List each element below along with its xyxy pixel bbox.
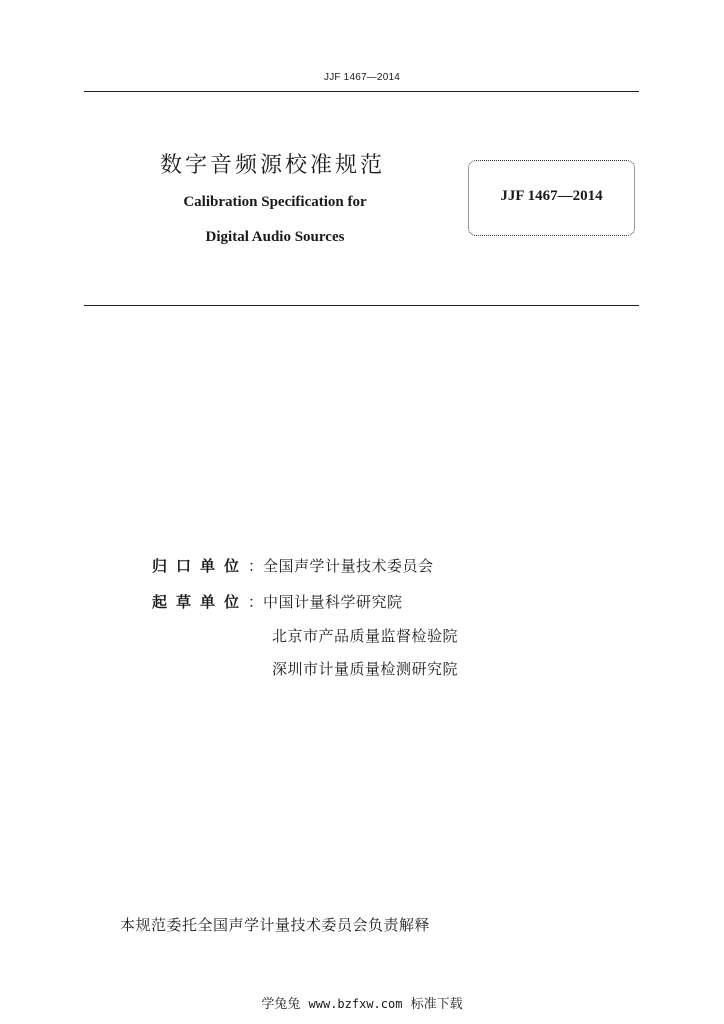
responsible-unit-colon: ： [248, 557, 264, 575]
drafting-unit-row-2 [272, 625, 458, 646]
title-english-line2: Digital Audio Sources [205, 229, 345, 245]
watermark-text: 标准下载 [410, 997, 463, 1012]
standard-code-box-text: JJF 1467—2014 [500, 188, 603, 204]
drafting-unit-value-2: 北京市产品质量监督检验院 [272, 627, 459, 645]
responsible-unit-label: 归口单位 [152, 557, 249, 575]
watermark-site-name: 学兔兔 [261, 997, 301, 1012]
drafting-unit-label: 起草单位 [152, 593, 249, 611]
title-chinese: 数字音频源校准规范 [160, 153, 386, 178]
download-watermark [0, 993, 724, 1012]
watermark-url[interactable]: www.bzfxw.com [308, 997, 403, 1011]
drafting-unit-value-3: 深圳市计量质量检测研究院 [272, 660, 459, 678]
drafting-unit-row-3 [272, 658, 458, 679]
drafting-unit-value-1: 中国计量科学研究院 [263, 593, 403, 611]
header-standard-code: JJF 1467—2014 [324, 72, 400, 83]
header-rule [84, 91, 639, 92]
title-english-line1: Calibration Specification for [183, 194, 367, 210]
interpretation-note: 本规范委托全国声学计量技术委员会负责解释 [120, 916, 431, 934]
standard-code-box [468, 160, 635, 236]
drafting-unit-row [152, 591, 403, 612]
drafting-unit-colon: ： [248, 593, 264, 611]
responsible-unit-row [152, 555, 434, 576]
title-rule [84, 305, 639, 306]
responsible-unit-value: 全国声学计量技术委员会 [263, 557, 434, 575]
